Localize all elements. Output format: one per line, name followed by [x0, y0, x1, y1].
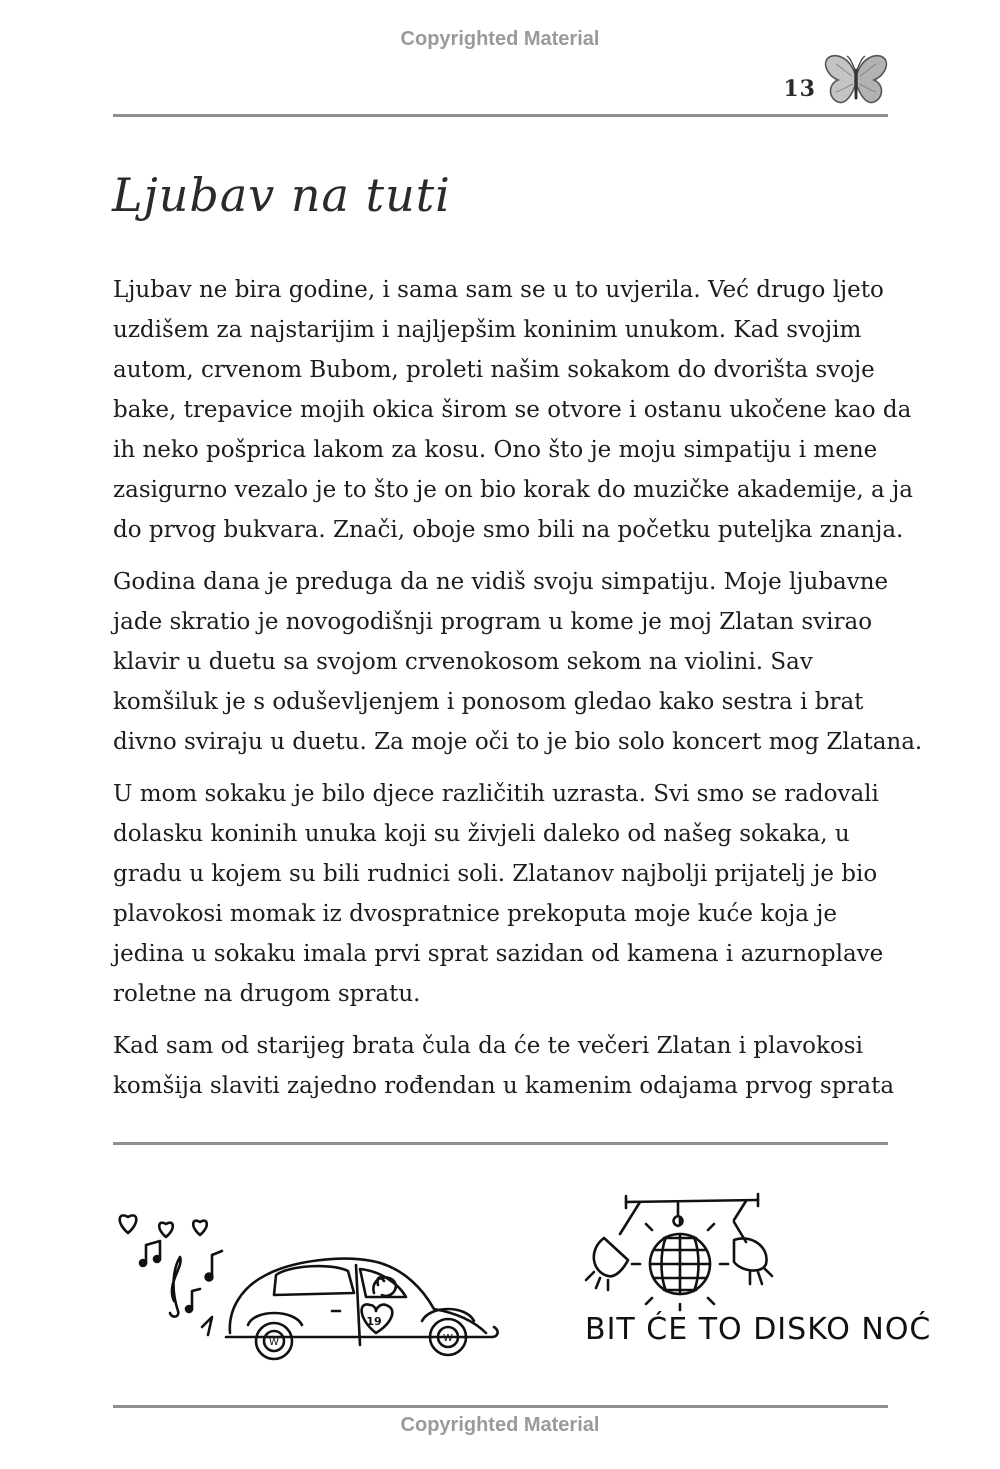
text-line: divno sviraju u duetu. Za moje oči to je bio solo koncert mog Zlatana.: [113, 729, 923, 755]
text-line: bake, trepavice mojih okica širom se otvore i ostanu ukočene kao da: [113, 397, 912, 423]
paragraph: [113, 270, 913, 550]
text-line: uzdišem za najstarijim i najljepšim koninim unukom. Kad svojim: [113, 317, 862, 343]
text-line: U mom sokaku je bilo djece različitih uzrasta. Svi smo se radovali: [113, 781, 879, 807]
text-line: zasigurno vezalo je to što je on bio korak do muzičke akademije, a ja: [113, 477, 913, 503]
copyright-watermark-bottom: Copyrighted Material: [400, 1414, 600, 1436]
heart-icon: [159, 1223, 173, 1237]
car-door-number: 19: [366, 1315, 382, 1328]
text-line: Kad sam od starijeg brata čula da će te večeri Zlatan i plavokosi: [113, 1033, 863, 1059]
text-line: klavir u duetu sa svojom crvenokosom sekom na violini. Sav: [113, 649, 813, 675]
heart-icon: [193, 1221, 207, 1235]
body-text: [113, 270, 923, 1118]
treble-clef-icon: [170, 1257, 181, 1317]
paragraph: [113, 774, 903, 1014]
hubcap-letter: W: [269, 1337, 279, 1348]
text-line: komšija slaviti zajedno rođendan u kamenim odajama prvog sprata: [113, 1073, 895, 1099]
text-line: jade skratio je novogodišnji program u kome je moj Zlatan svirao: [113, 609, 873, 635]
text-line: do prvog bukvara. Znači, oboje smo bili na početku puteljka znanja.: [113, 517, 904, 543]
paragraph: [113, 1026, 903, 1106]
footer-rule: [113, 1142, 888, 1145]
text-line: komšiluk je s oduševljenjem i ponosom gledao kako sestra i brat: [113, 689, 864, 715]
text-line: gradu u kojem su bili rudnici soli. Zlatanov najbolji prijatelj je bio: [113, 861, 878, 887]
heart-icon: [120, 1215, 137, 1233]
music-note-icon: [212, 1251, 222, 1277]
text-line: plavokosi momak iz dvospratnice prekoputa moje kuće koja je: [113, 901, 837, 927]
page-number: 13: [783, 76, 816, 102]
beetle-car-icon: [108, 1205, 506, 1365]
music-note-icon: [192, 1289, 200, 1309]
butterfly-icon: [822, 52, 890, 108]
disco-caption: BIT ĆE TO DISKO NOĆ: [585, 1312, 932, 1347]
text-line: dolasku koninih unuka koji su živjeli daleko od našeg sokaka, u: [113, 821, 850, 847]
music-note-icon: [202, 1317, 212, 1335]
hubcap-letter: W: [443, 1333, 453, 1344]
text-line: Ljubav ne bira godine, i sama sam se u to uvjerila. Već drugo ljeto: [113, 277, 884, 303]
copyright-watermark-top: Copyrighted Material: [400, 28, 600, 50]
header-rule: [113, 114, 888, 117]
text-line: autom, crvenom Bubom, proleti našim sokakom do dvorišta svoje: [113, 357, 875, 383]
chapter-title: Ljubav na tuti: [112, 168, 451, 222]
text-line: ih neko pošprica lakom za kosu. Ono što je moju simpatiju i mene: [113, 437, 878, 463]
text-line: jedina u sokaku imala prvi sprat sazidan od kamena i azurnoplave: [113, 941, 884, 967]
paragraph: [113, 562, 923, 762]
text-line: Godina dana je preduga da ne vidiš svoju simpatiju. Moje ljubavne: [113, 569, 889, 595]
bottom-rule: [113, 1405, 888, 1408]
text-line: roletne na drugom spratu.: [113, 981, 421, 1007]
